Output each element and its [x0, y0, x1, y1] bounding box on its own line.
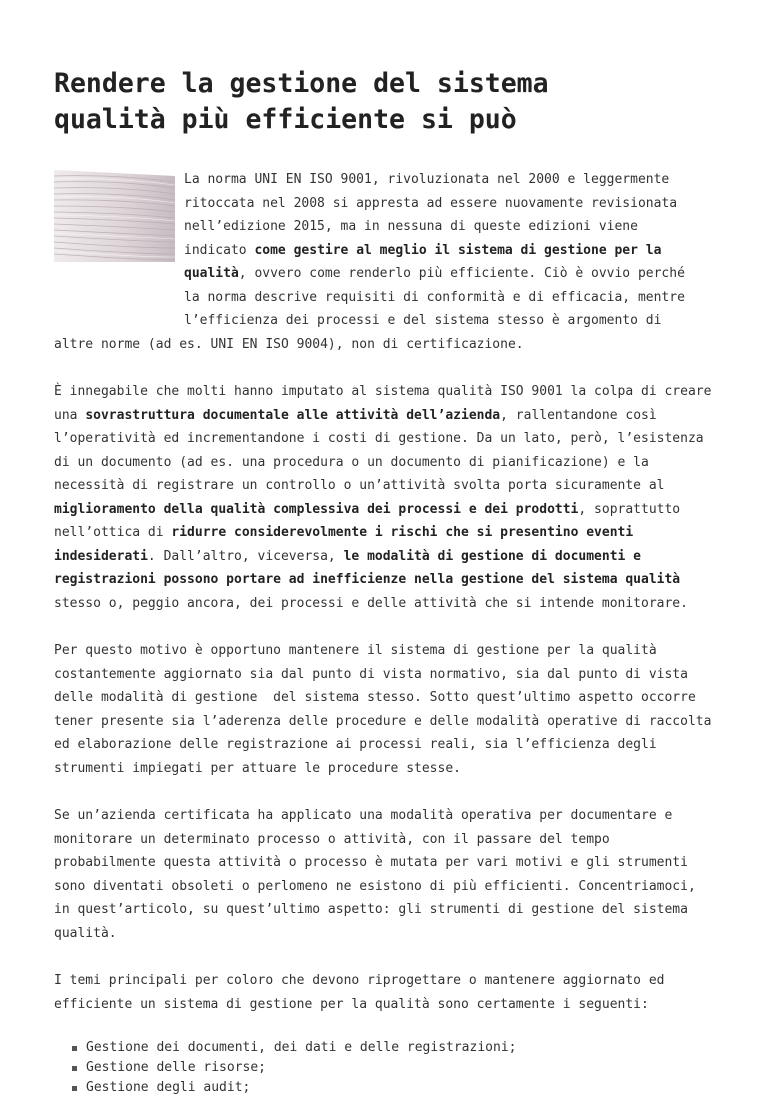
bold-text: le modalità di gestione di documenti e: [343, 548, 642, 564]
text-line: [54, 545, 714, 569]
paragraph-3: [54, 639, 714, 780]
text-run: , ovvero come renderlo più efficiente. Ciò è ovvio perché: [238, 266, 685, 281]
text-line: strumenti impiegati per attuare le procedure stesse.: [54, 760, 461, 776]
list-item: [72, 1078, 714, 1098]
bold-text: come gestire al meglio il sistema di gestione per la: [254, 242, 662, 258]
square-bullet-icon: [72, 1066, 77, 1071]
text-run: , rallentandone così: [500, 407, 657, 423]
list-item-text: Gestione degli audit;: [86, 1080, 251, 1095]
text-line: tener presente sia l’aderenza delle procedure e delle modalità operative di raccolta: [54, 713, 712, 729]
intro-line: ritoccata nel 2008 si appresta ad essere nuovamente revisionata: [184, 195, 678, 211]
list-item: [72, 1038, 714, 1058]
topics-list: [54, 1038, 714, 1098]
text-line: probabilmente questa attività o processo è mutata per vari motivi e gli strumenti: [54, 855, 688, 870]
text-line: Se un’azienda certificata ha applicato una modalità operativa per documentare e: [54, 808, 673, 823]
square-bullet-icon: [72, 1046, 77, 1051]
paper-stack-image: [54, 170, 175, 262]
text-line: stesso o, peggio ancora, dei processi e delle attività che si intende monitorare.: [54, 595, 688, 611]
bold-text: miglioramento della qualità complessiva dei processi e dei prodotti: [54, 501, 579, 517]
bold-text: sovrastruttura documentale alle attività dell’azienda: [85, 407, 501, 423]
intro-line: [54, 262, 714, 286]
text-line: È innegabile che molti hanno imputato al sistema qualità ISO 9001 la colpa di creare: [54, 384, 712, 399]
article: [54, 66, 714, 1098]
list-item-text: Gestione delle risorse;: [86, 1060, 267, 1075]
text-line: monitorare un determinato processo o attività, con il passare del tempo: [54, 831, 610, 847]
bold-text: ridurre considerevolmente i rischi che si presentino eventi: [171, 525, 634, 540]
text-run: indicato: [184, 242, 255, 258]
text-line: costantemente aggiornato sia dal punto di vista normativo, sia dal punto di vista: [54, 666, 688, 682]
text-line: [54, 498, 714, 522]
intro-line: nell’edizione 2015, ma in nessuna di queste edizioni viene: [184, 219, 638, 234]
text-run: , soprattutto: [578, 501, 681, 517]
text-run: una: [54, 407, 86, 423]
text-line: necessità di registrare un controllo o un’attività svolta porta sicuramente al: [54, 478, 665, 493]
intro-line: altre norme (ad es. UNI EN ISO 9004), non di certificazione.: [54, 336, 524, 352]
paragraph-4: [54, 804, 714, 945]
text-line: qualità.: [54, 925, 117, 941]
paper-stack-icon: [54, 170, 175, 262]
text-run: . Dall’altro, viceversa,: [147, 548, 344, 564]
bold-text: indesiderati: [54, 548, 148, 564]
intro-line: la norma descrive requisiti di conformità e di efficacia, mentre: [184, 289, 685, 305]
bold-text: registrazioni possono portare ad inefficienze nella gestione del sistema qualità: [54, 572, 681, 587]
text-line: [54, 568, 714, 592]
list-item: [72, 1058, 714, 1078]
paragraph-5: [54, 969, 714, 1016]
paragraph-2: [54, 380, 714, 615]
intro-line: La norma UNI EN ISO 9001, rivoluzionata nel 2000 e leggermente: [184, 172, 670, 187]
text-run: nell’ottica di: [54, 525, 172, 540]
text-line: delle modalità di gestione del sistema stesso. Sotto quest’ultimo aspetto occorre: [54, 690, 696, 705]
paragraph-intro: [54, 168, 714, 356]
square-bullet-icon: [72, 1086, 77, 1091]
title-line-2: qualità più efficiente si può: [54, 104, 517, 135]
text-line: di un documento (ad es. una procedura o un documento di pianificazione) e la: [54, 454, 649, 470]
text-line: ed elaborazione delle registrazione ai processi reali, sia l’efficienza degli: [54, 737, 657, 752]
intro-line: l’efficienza dei processi e del sistema stesso è argomento di: [184, 313, 662, 328]
text-line: sono diventati obsoleti o perlomeno ne esistono di più efficienti. Concentriamoci,: [54, 878, 696, 894]
title-line-1: Rendere la gestione del sistema: [54, 68, 549, 99]
text-line: in quest’articolo, su quest’ultimo aspetto: gli strumenti di gestione del sistema: [54, 902, 688, 917]
text-line: [54, 404, 714, 428]
text-line: [54, 521, 714, 545]
article-title: [54, 66, 714, 138]
text-line: Per questo motivo è opportuno mantenere il sistema di gestione per la qualità: [54, 643, 657, 658]
text-line: l’operatività ed incrementandone i costi di gestione. Da un lato, però, l’esistenza: [54, 431, 704, 446]
text-line: efficiente un sistema di gestione per la qualità sono certamente i seguenti:: [54, 996, 649, 1012]
text-line: I temi principali per coloro che devono riprogettare o mantenere aggiornato ed: [54, 973, 665, 988]
list-item-text: Gestione dei documenti, dei dati e delle registrazioni;: [86, 1040, 517, 1055]
bold-text: qualità: [184, 266, 239, 281]
